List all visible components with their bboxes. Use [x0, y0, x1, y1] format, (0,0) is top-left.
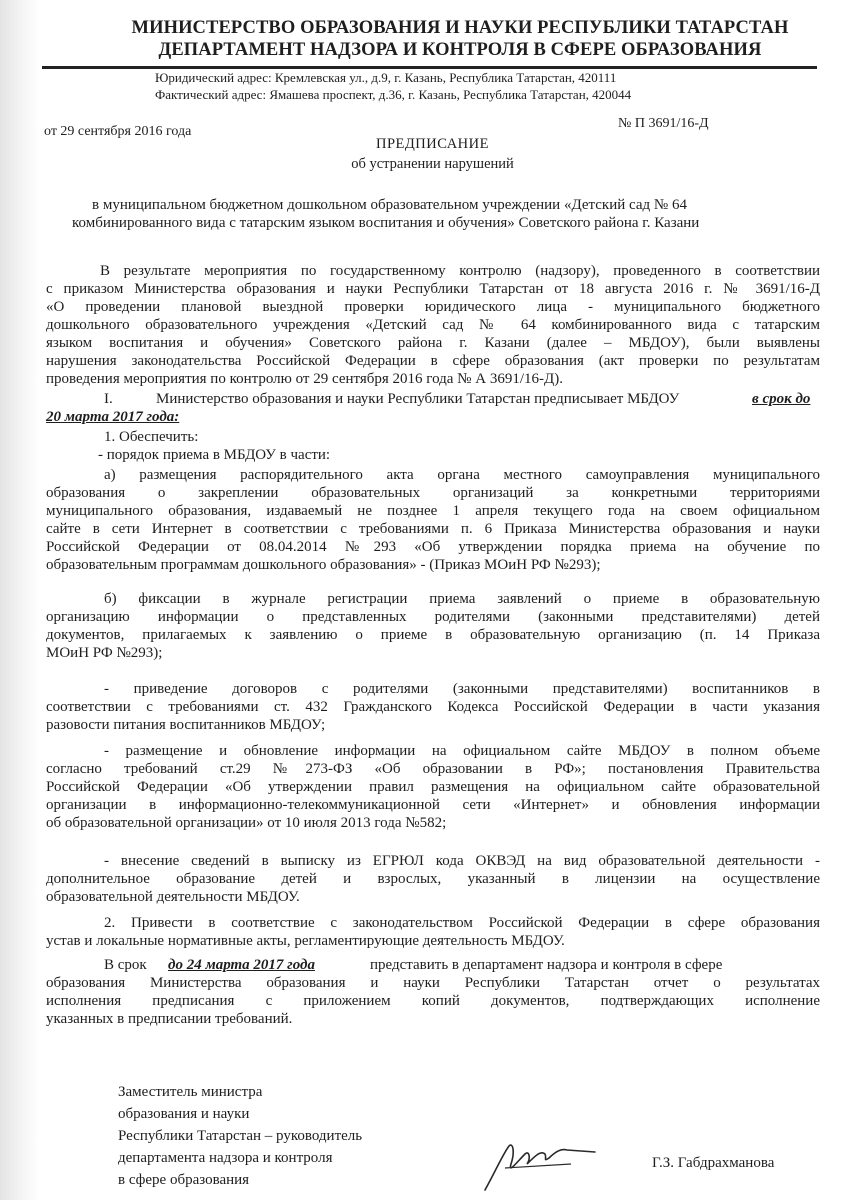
paragraph-line: В результате мероприятия по государственному контролю (надзору), проведенного в соответствии	[100, 263, 820, 279]
item-a-line: сайте в сети Интернет в соответствии с требованиями п. 6 Приказа Министерства образования и науки	[46, 521, 820, 537]
document-date: от 29 сентября 2016 года	[44, 124, 192, 139]
paragraph-line: с приказом Министерства образования и науки Республики Татарстан от 18 августа 2016 г. № 3691/16-Д	[46, 281, 820, 297]
contracts-line: соответствии с требованиями ст. 432 Гражданского Кодекса Российской Федерации в части указания	[46, 699, 820, 715]
contracts-line: - приведение договоров с родителями (законными представителями) воспитанников в	[104, 681, 820, 697]
report-line: образования Министерства образования и науки Республики Татарстан отчет о результатах	[46, 975, 820, 991]
item2-line: 2. Привести в соответствие с законодательством Российской Федерации в сфере образования	[104, 915, 820, 931]
item-a-line: образования о закреплении образовательных организаций за конкретными территориями	[46, 485, 820, 501]
paragraph-line: проведения мероприятия по контролю от 29 сентября 2016 года № А 3691/16-Д).	[46, 371, 563, 387]
report-line: исполнения предписания с приложением копий документов, подтверждающих исполнение	[46, 993, 820, 1009]
department-heading: ДЕПАРТАМЕНТ НАДЗОРА И КОНТРОЛЯ В СФЕРЕ ОБРАЗОВАНИЯ	[158, 40, 762, 60]
signatory-title-line: Республики Татарстан – руководитель	[118, 1128, 363, 1144]
okved-line: образовательной деятельности МБДОУ.	[46, 889, 300, 905]
ministry-heading: МИНИСТЕРСТВО ОБРАЗОВАНИЯ И НАУКИ РЕСПУБЛИКИ ТАТАРСТАН	[131, 18, 789, 38]
signatory-title-line: образования и науки	[118, 1106, 250, 1122]
item-b-line: документов, прилагаемых к заявлению о приеме в образовательную организацию (п. 14 Приказа	[46, 627, 820, 643]
website-line: об образовательной организации» от 10 июля 2013 года №582;	[46, 815, 447, 831]
okved-line: - внесение сведений в выписку из ЕГРЮЛ кода ОКВЭД на вид образовательной деятельности -	[104, 853, 820, 869]
report-line: указанных в предписании требований.	[46, 1011, 293, 1027]
report-text: представить в департамент надзора и контроля в сфере	[370, 957, 723, 973]
signatory-title-line: Заместитель министра	[118, 1084, 263, 1100]
item-a-line: муниципального образования, издаваемый не позднее 1 апреля текущего года на своем официальном	[46, 503, 820, 519]
item-b-line: МОиН РФ №293);	[46, 645, 163, 661]
item-a-line: а) размещения распорядительного акта органа местного самоуправления муниципального	[104, 467, 820, 483]
item2-line: устав и локальные нормативные акты, регламентирующие деятельность МБДОУ.	[46, 933, 565, 949]
legal-address: Юридический адрес: Кремлевская ул., д.9, г. Казань, Республика Татарстан, 420111	[155, 70, 617, 85]
deadline-text: 20 марта 2017 года:	[46, 409, 180, 425]
section-text: Министерство образования и науки Республики Татарстан предписывает МБДОУ	[156, 391, 680, 407]
scan-shadow-edge	[0, 0, 40, 1200]
actual-address: Фактический адрес: Ямашева проспект, д.36, г. Казань, Республика Татарстан, 420044	[155, 87, 632, 102]
signatory-name: Г.З. Габдрахманова	[652, 1155, 775, 1171]
report-prefix: В срок	[104, 957, 147, 973]
paragraph-line: языком воспитания и обучения» Советского района г. Казани (далее – МБДОУ), были выявлены	[46, 335, 820, 351]
item-subheading: - порядок приема в МБДОУ в части:	[98, 447, 331, 463]
signatory-title-line: в сфере образования	[118, 1172, 250, 1188]
item-a-line: Российской Федерации от 08.04.2014 №293 «Об утверждении порядка приема на обучение по	[46, 539, 820, 555]
item-heading: 1. Обеспечить:	[104, 429, 199, 445]
contracts-line: разовости питания воспитанников МБДОУ;	[46, 717, 326, 733]
deadline-text: в срок до	[752, 391, 811, 407]
website-line: Российской Федерации «Об утверждении правил размещения на официальном сайте образовательной	[46, 779, 820, 795]
handwritten-signature	[475, 1132, 600, 1192]
addressee-line: комбинированного вида с татарским языком воспитания и обучения» Советского района г. Казани	[72, 215, 700, 231]
paragraph-line: дошкольного образовательного учреждения «Детский сад № 64 комбинированного вида с татарским	[46, 317, 820, 333]
document-number: № П 3691/16-Д	[618, 116, 709, 131]
website-line: - размещение и обновление информации на официальном сайте МБДОУ в полном объеме	[104, 743, 820, 759]
document-subtitle: об устранении нарушений	[351, 156, 514, 172]
website-line: организации в информационно-телекоммуникационной сети «Интернет» и обновления информации	[46, 797, 820, 813]
header-divider	[42, 66, 817, 69]
item-b-line: б) фиксации в журнале регистрации приема заявлений о приеме в образовательную	[104, 591, 820, 607]
item-b-line: организацию информации о представленных родителями (законными представителями) детей	[46, 609, 820, 625]
item-a-line: образовательным программам дошкольного образования» - (Приказ МОиН РФ №293);	[46, 557, 601, 573]
okved-line: дополнительное образование детей и взрослых, указанный в лицензии на осуществление	[46, 871, 820, 887]
signatory-title-line: департамента надзора и контроля	[118, 1150, 333, 1166]
report-deadline: до 24 марта 2017 года	[168, 957, 315, 973]
paragraph-line: «О проведении плановой выездной проверки юридического лица - муниципального бюджетного	[46, 299, 820, 315]
section-number: I.	[104, 391, 113, 407]
paragraph-line: нарушения законодательства Российской Федерации в сфере образования (акт проверки по результатам	[46, 353, 820, 369]
website-line: согласно требований ст.29 №273-ФЗ «Об образовании в РФ»; постановления Правительства	[46, 761, 820, 777]
document-title: ПРЕДПИСАНИЕ	[376, 136, 489, 152]
addressee-line: в муниципальном бюджетном дошкольном образовательном учреждении «Детский сад № 64	[92, 197, 687, 213]
